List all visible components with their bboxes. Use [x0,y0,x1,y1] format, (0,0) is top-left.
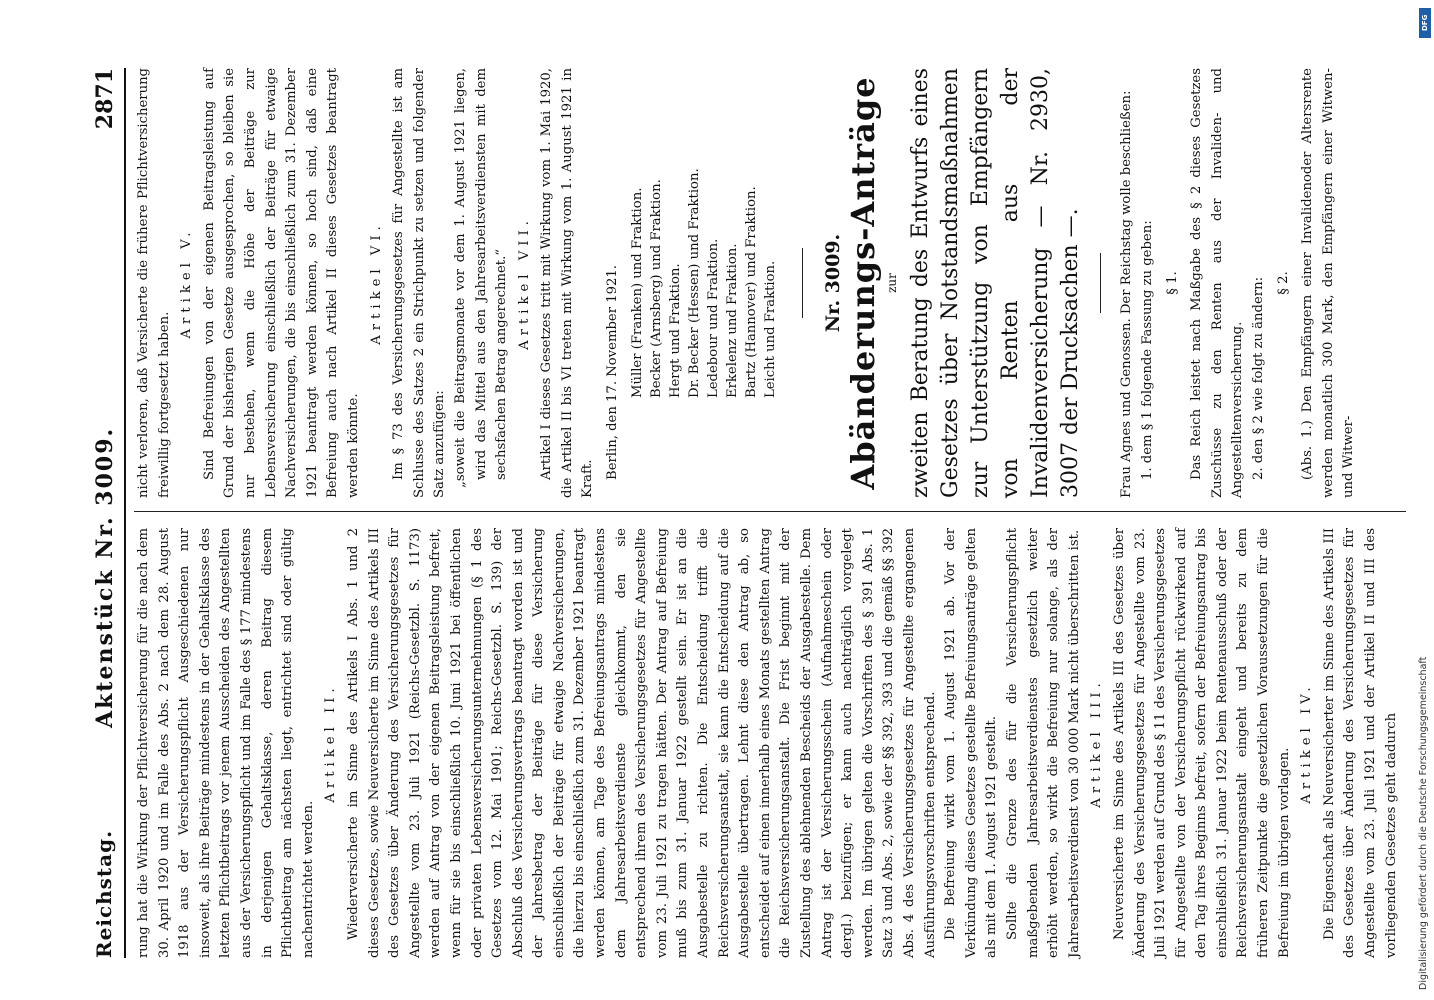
paragraph: nicht verloren, daß Versicherte die frühere Pflichtversicherung freiwillig fortgesetzt haben. [136,68,172,498]
amendment-item: 2. den § 2 wie folgt zu ändern: [1251,276,1266,480]
article-heading: Artikel IV. [1299,682,1315,804]
paragraph: Die Befreiung wirkt vom 1. August 1921 ab. Vor der Verkündung dieses Gesetzes gestellte Befreiungsanträge gelten als mit dem 1. August 1921 gestellt. [943,528,1000,958]
section-heading: § 1. [1164,271,1180,295]
article-heading: Artikel VII. [516,216,532,350]
signature-line: Hergt und Fraktion. [667,263,683,398]
signature-line: Dr. Becker (Hessen) und Fraktion. [686,168,702,398]
document-page [86,68,1406,958]
right-column [134,68,1360,498]
paragraph: Sollte die Grenze des für die Versicherungspflicht maßgebenden Jahresarbeitsverdienstes gesetzlich weiter erhöht werden, so wirkt die Befreiung nur solange, als der Jahresarbeitsverdienst von 30 000 Mark nicht überschritten ist. [1004,528,1082,958]
column-divider [134,511,1406,512]
section-rule [1100,253,1101,313]
signature-list [628,68,780,498]
article-heading: Artikel III. [1089,678,1105,808]
header-title: Aktenstück Nr. 3009. [92,426,118,728]
signature-line: Leicht und Fraktion. [762,260,778,398]
paragraph: Wiederversicherte im Sinne des Artikels I Abs. 1 und 2 dieses Gesetzes, sowie Neuversicherte im Sinne des Artikels III des Gesetzes über Änderung des Versicherungsgesetzes für Angestellte vom 23. Juli 1921 (Reichs-Gesetzbl. S. 1173) werden auf Antrag von der eigenen Beitragsleistung befreit, wenn für sie bis einschließlich 10. Juni 1921 bei öffentlichen oder privaten Lebensversicherungsunternehmungen (§ 1 des Gesetzes vom 12. Mai 1901; Reichs-Gesetzbl. S. 139) der Abschluß des Versicherungsvertrags beantragt worden ist und der Jahresbetrag der Beiträge für diese Versicherung einschließlich der Beiträge für etwaige Nachversicherungen, die hierzu bis einschließlich zum 31. Dezember 1921 beantragt werden können, am Tage des Befreiungsantrags mindestens dem Jahresarbeitsverdienste gleichkommt, den sie entsprechend ihrem des Versicherungsgesetzes für Angestellte vom 23. Juli 1921 zu tragen hätten. Der Antrag auf Befreiung muß bis zum 31. Januar 1922 gestellt sein. Er ist an die Ausgabestelle zu richten. Die Entscheidung trifft die Reichsversicherungsanstalt, sie kann die Entscheidung auf die Ausgabestelle übertragen. Lehnt diese den Antrag ab, so entscheidet auf einen innerhalb eines Monats gestellten Antrag die Reichsversicherungsanstalt. Die Frist beginnt mit der Zustellung des ablehnenden Bescheids der Ausgabestelle. Dem Antrag ist der Versicherungsschein (Aufnahmeschein oder dergl.) beizufügen; er kann auch nachträglich vorgelegt werden. Im übrigen gelten die Vorschriften des § 391 Abs. 1 Satz 3 und Abs. 2, sowie der §§ 392, 393 und die gemäß §§ 392 Abs. 4 des Versicherungsgesetzes für Angestellte ergangenen Ausführungsvorschriften entsprechend. [345,528,938,958]
paragraph: Artikel I dieses Gesetzes tritt mit Wirkung vom 1. Mai 1920, die Artikel II bis VI treten mit Wirkung vom 1. August 1921 in Kraft. [539,68,596,498]
paragraph: Frau Agnes und Genossen. Der Reichstag wolle beschließen: [1119,90,1135,498]
page-header [86,68,126,958]
quoted-sentence: „soweit die Beitragsmonate vor dem 1. August 1921 liegen, wird das Mittel aus den Jahresarbeitsverdiensten mit dem sechsfachen Betrag angerechnet.“ [452,68,510,488]
article-heading: Artikel II. [323,683,339,803]
left-column [134,528,1402,958]
date-line: Berlin, den 17. November 1921. [605,265,621,480]
paragraph: Im § 73 des Versicherungsgesetzes für Angestellte ist am Schlusse des Satzes 2 ein Strichpunkt zu setzen und folgender Satz anzufügen: [391,68,448,498]
digitization-note: Digitalisierung gefördert durch die Deutsche Forschungsgemeinschaft [1418,656,1429,990]
paragraph: (Abs. 1.) Den Empfängern einer Invalidenoder Altersrente werden monatlich 300 Mark, den Empfängern einer Witwen- und Witwer- [1300,68,1357,498]
paragraph: Das Reich leistet nach Maßgabe des § 2 dieses Gesetzes Zuschüsse zu den Renten aus der Invaliden- und Angestelltenversicherung. [1189,68,1246,498]
paragraph: rung hat die Wirkung der Pflichtversicherung für die nach dem 30. April 1920 und im Falle des Abs. 2 nach dem 28. August 1918 aus der Versicherungspflicht Ausgeschiedenen nur insoweit, als ihre Beiträge mindestens in der Gehaltsklasse des letzten Pflichtbeitrags vor jenem Ausscheiden des Angestellten aus der Versicherungspflicht und im Falle des § 177 mindestens in derjenigen Gehaltsklasse, deren Beitrag diesem Pflichtbeitrag am nächsten liegt, entrichtet sind oder gültig nachentrichtet werden. [136,528,316,958]
paragraph: Neuversicherte im Sinne des Artikels III des Gesetzes über Änderung des Versicherungsgesetzes für Angestellte vom 23. Juli 1921 werden auf Grund des § 11 des Versicherungsgesetzes für Angestellte von der Versicherungspflicht rückwirkend auf den Tag ihres Beginns befreit, sofern der Befreiungsantrag bis einschließlich 31. Januar 1922 beim Rentenausschuß oder der Reichsversicherungsanstalt eingeht und bereits zu dem früheren Zeitpunkte die gesetzlichen Voraussetzungen für die Befreiung im übrigen vorlagen. [1111,528,1292,958]
article-heading: Artikel VI. [368,221,384,345]
dfg-logo: DFG [1419,8,1431,38]
section-title: Abänderungs-Anträge [844,76,883,490]
title-connector: zur [884,273,899,293]
header-left: Reichstag. [92,829,116,958]
document-number: Nr. 3009. [821,233,844,333]
signature-line: Bartz (Hannover) und Fraktion. [743,186,759,398]
signature-line: Ledebour und Fraktion. [705,238,721,398]
amendment-item: 1. dem § 1 folgende Fassung zu geben: [1140,220,1156,480]
signature-line: Müller (Franken) und Fraktion. [629,187,645,398]
section-rule [802,248,803,318]
bill-description: zweiten Beratung des Entwurfs eines Gesetzes über Notstandsmaßnahmen zur Unterstützung von Empfängern von Renten aus der Invalidenversicherung — Nr. 2930, 3007 der Drucksachen —. [908,68,1084,498]
paragraph: Die Eigenschaft als Neuversicherter im Sinne des Artikels III des Gesetzes über Änderung des Versicherungsgesetzes für Angestellte vom 23. Juli 1921 und der Artikel II und III des vorliegenden Gesetzes geht dadurch [1321,528,1399,958]
signature-line: Erkelenz und Fraktion. [724,243,740,398]
section-heading: § 2. [1275,271,1291,295]
paragraph: Sind Befreiungen von der eigenen Beitragsleistung auf Grund der bisherigen Gesetze ausgesprochen, so bleiben sie nur bestehen, wenn die Höhe der Beiträge zur Lebensversicherung einschließlich der Beiträge für etwaige Nachversicherungen, die bis einschließlich zum 31. Dezember 1921 beantragt werden können, so hoch sind, daß eine Befreiung auch nach Artikel II dieses Gesetzes beantragt werden könnte. [201,68,361,498]
page-number: 2871 [92,68,118,130]
article-heading: Artikel V. [179,227,195,339]
signature-line: Becker (Arnsberg) und Fraktion. [648,179,664,398]
